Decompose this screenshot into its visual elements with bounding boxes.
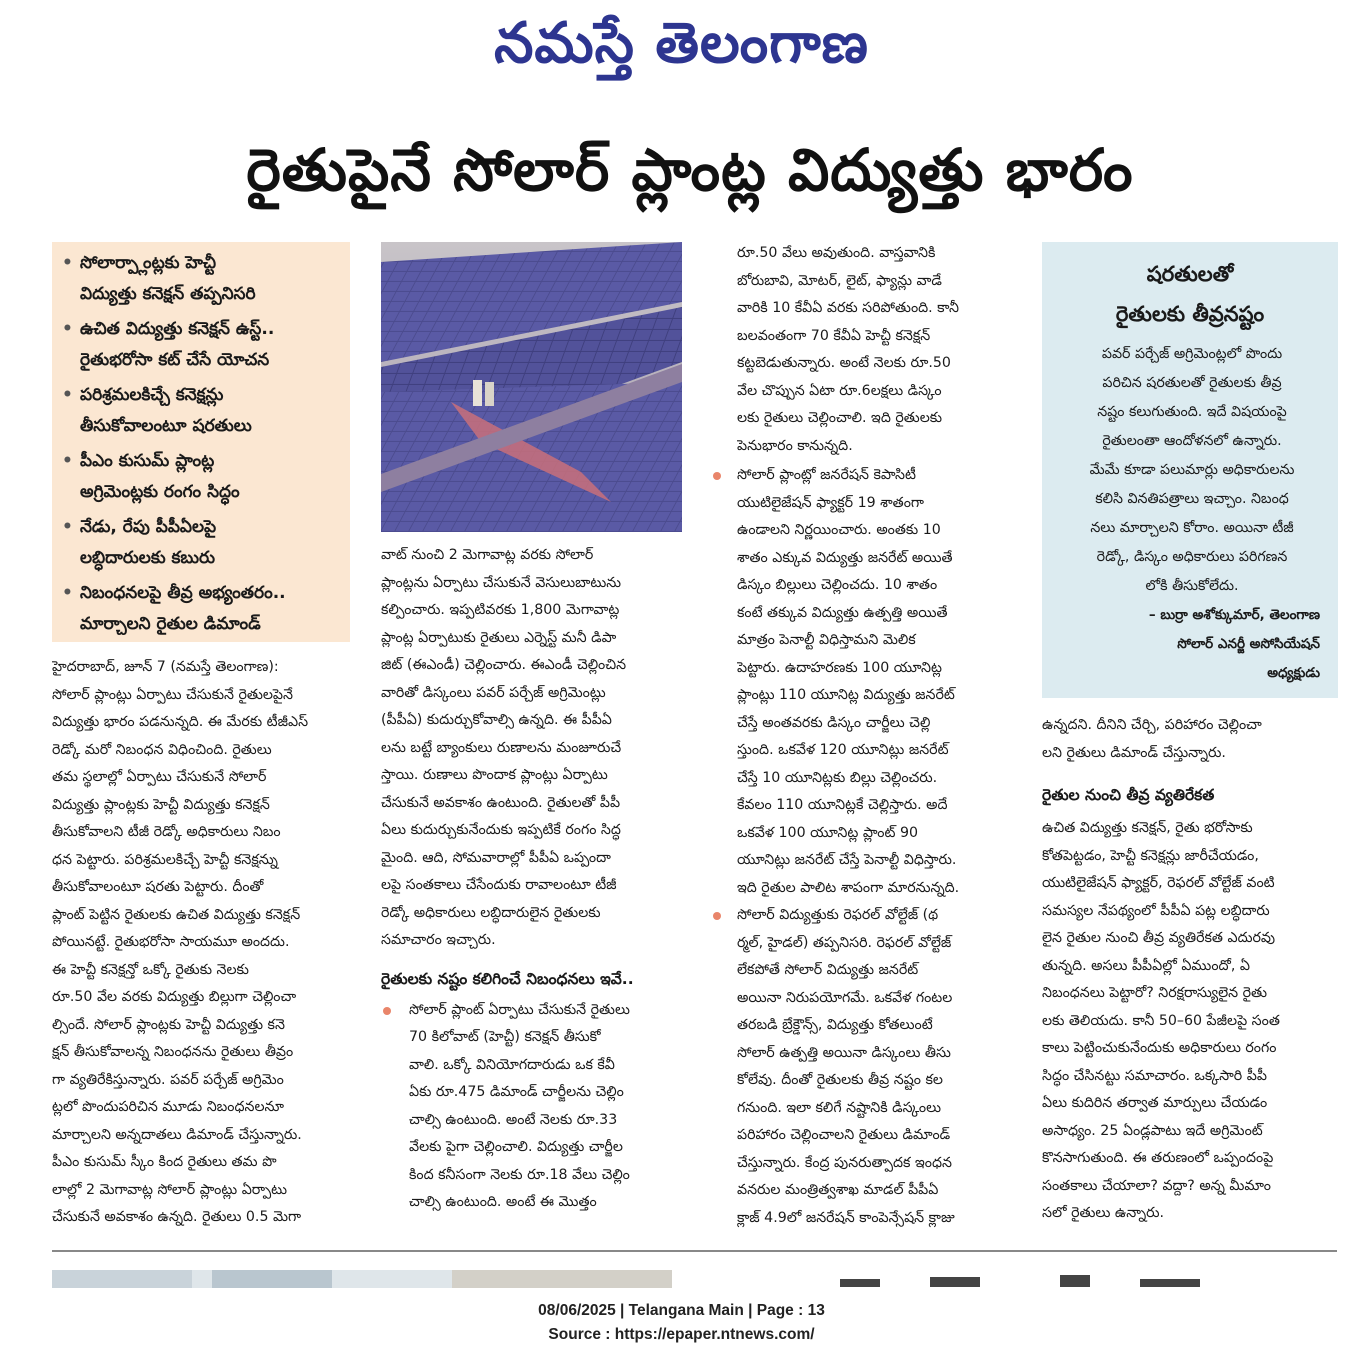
author-line: అధ్యక్షుడు bbox=[1267, 665, 1320, 681]
highlights-box bbox=[52, 242, 350, 642]
highlight-line: నేడు, రేపు పీపీఏలపై bbox=[80, 517, 217, 537]
text-line: ధన పెట్టారు. పరిశ్రమలకిచ్చే హెచ్టీ కనెక్షన్ను bbox=[52, 851, 278, 868]
text-line: కేవలం 110 యూనిట్లకే చెల్లిస్తారు. అదే bbox=[737, 797, 948, 813]
text-line: లైన రైతుల నుంచి తీవ్ర వ్యతిరేకత ఎదురవు bbox=[1042, 930, 1276, 946]
highlight-line: సోలార్ప్లాంట్లకు హెచ్టీ bbox=[80, 253, 217, 273]
text-line: పరిహారం చెల్లించాలని రైతులు డిమాండ్ bbox=[737, 1127, 951, 1143]
article-column-3 bbox=[737, 240, 1012, 1232]
footer-source: Source : https://epaper.ntnews.com/ bbox=[548, 1326, 815, 1343]
text-line: పోయినట్టే. రైతుభరోసా సాయమూ అందదు. bbox=[52, 934, 290, 950]
text-line: లపై సంతకాలు చేసేందుకు రావాలంటూ టీజీ bbox=[381, 877, 617, 893]
text-line: కట్టబెడుతున్నారు. అంటే నెలకు రూ.50 bbox=[737, 355, 951, 371]
bullet-icon: • bbox=[62, 451, 73, 471]
bullet-icon: • bbox=[62, 319, 73, 339]
text-line: తరబడి బ్రేక్డౌన్స్, విద్యుత్తు కోతలుంటే bbox=[737, 1017, 933, 1033]
bullet-icon: • bbox=[62, 253, 73, 273]
text-line: (పీపీఏ) కుదుర్చుకోవాల్సి ఉన్నది. ఈ పీపీఏ bbox=[381, 712, 612, 728]
bottom-divider bbox=[52, 1250, 1337, 1252]
article-column-4 bbox=[1042, 712, 1338, 1228]
solar-panel-photo bbox=[381, 242, 682, 532]
highlight-line: ఉచిత విద్యుత్తు కనెక్షన్ ఉస్ట్.. bbox=[80, 319, 275, 339]
text-line: ఏలు కుదిరిన తర్వాత మార్పులు చేయడం bbox=[1042, 1095, 1268, 1111]
text-line: స్తుంది. ఒకవేళ 120 యూనిట్లు జనరేట్ bbox=[737, 742, 949, 758]
bullet-dot bbox=[713, 472, 721, 480]
text-line: పీఎం కుసుమ్ స్కీం కింద రైతులు తమ పొ bbox=[52, 1154, 277, 1170]
text-line: చేసుకునే అవకాశం ఉంటుంది. రైతులతో పీపీ bbox=[381, 794, 621, 811]
next-article-headline-strip bbox=[820, 1272, 1340, 1286]
highlight-line: లబ్ధిదారులకు కబురు bbox=[80, 548, 215, 568]
highlight-item bbox=[62, 578, 350, 640]
text-line: సోలార్ ప్లాంట్లు ఏర్పాటు చేసుకునే రైతులపైనే bbox=[52, 686, 293, 703]
text-line: తీసుకోవాలంటూ షరతు పెట్టారు. దీంతో bbox=[52, 879, 264, 895]
highlight-line: తీసుకోవాలంటూ షరతులు bbox=[80, 416, 252, 436]
text-line: కింద కనీసంగా నెలకు రూ.18 వేలు చెల్లిం bbox=[409, 1166, 630, 1183]
highlight-line: మార్చాలని రైతుల డిమాండ్ bbox=[80, 614, 261, 634]
masthead: నమస్తే తెలంగాణ bbox=[494, 11, 869, 76]
text-line: గా వ్యతిరేకిస్తున్నారు. పవర్ పర్చేజ్ అగ్రిమెం bbox=[52, 1071, 284, 1088]
text-line: కోలేవు. దీంతో రైతులకు తీవ్ర నష్టం కల bbox=[737, 1072, 943, 1088]
highlight-line: నిబంధనలపై తీవ్ర అభ్యంతరం.. bbox=[80, 583, 286, 603]
text-line: మార్చాలని అన్నదాతలు డిమాండ్ చేస్తున్నారు. bbox=[52, 1126, 302, 1143]
sidebar-title-line: రైతులకు తీవ్రనష్టం bbox=[1115, 302, 1265, 326]
author-line: సోలార్ ఎనర్జీ అసోసియేషన్ bbox=[1177, 636, 1320, 652]
author-line: – బుర్రా అశోక్కుమార్, తెలంగాణ bbox=[1148, 607, 1320, 623]
text-line: కల్పించారు. ఇప్పటివరకు 1,800 మెగావాట్ల bbox=[381, 602, 620, 618]
text-line: అసాధ్యం. 25 ఏండ్లపాటు ఇదే అగ్రిమెంట్ bbox=[1042, 1122, 1263, 1139]
text-line: నిబంధనలు పెట్టారో? నిరక్షరాస్యులైన రైతు bbox=[1042, 985, 1268, 1001]
text-line: తున్నది. అసలు పీపీఏల్లో ఏముందో, ఏ bbox=[1042, 957, 1250, 974]
text-line: లోకి తీసుకోలేదు. bbox=[1145, 578, 1239, 594]
article-column-1 bbox=[52, 654, 352, 1232]
text-line: ప్లాంట్లను ఏర్పాటు చేసుకునే వెసులుబాటును bbox=[381, 574, 622, 591]
text-line: గనుంది. ఇలా కలిగే నష్టానికి డిస్కంలు bbox=[737, 1099, 942, 1116]
text-line: సోలార్ ఉత్పత్తి అయినా డిస్కంలు తీసు bbox=[737, 1044, 951, 1061]
text-line: ఉచిత విద్యుత్తు కనెక్షన్, రైతు భరోసాకు bbox=[1042, 820, 1253, 836]
text-line: నష్టం కలుగుతుంది. ఇదే విషయంపై bbox=[1097, 404, 1287, 420]
text-line: కాలు పెట్టించుకునేందుకు అధికారులు రంగం bbox=[1042, 1040, 1277, 1056]
text-line: సంతకాలు చేయాలా? వద్దా? అన్న మీమాం bbox=[1042, 1177, 1271, 1194]
highlight-line: పరిశ్రమలకిచ్చే కనెక్షన్లు bbox=[80, 385, 224, 405]
bullet-icon: • bbox=[62, 583, 73, 603]
text-line: సోలార్ ప్లాంట్లో జనరేషన్ కెపాసిటీ bbox=[737, 467, 916, 483]
text-line: చేస్తే అంతవరకు డిస్కం చార్జీలు చెల్లి bbox=[737, 714, 931, 731]
text-line: విద్యుత్తు భారం పడనున్నది. ఈ మేరకు టీజీఎస్ bbox=[52, 714, 309, 730]
bullet-icon: • bbox=[62, 385, 73, 405]
highlight-line: విద్యుత్తు కనెక్షన్ తప్పనిసరి bbox=[80, 284, 256, 304]
sidebar-title bbox=[1042, 254, 1338, 334]
text-line: ప్లాంట్లు 110 యూనిట్ల విద్యుత్తు జనరేట్ bbox=[737, 687, 955, 703]
text-line: సమస్యల నేపథ్యంలో పీపీఏ పట్ల లబ్ధిదారు bbox=[1042, 902, 1270, 919]
highlight-item bbox=[62, 248, 350, 310]
text-line: ప్లాంట్ పెట్టిన రైతులకు ఉచిత విద్యుత్తు కనెక్షన్ bbox=[52, 906, 301, 923]
text-line: 70 కిలోవాట్ (హెచ్టీ) కనెక్షన్ తీసుకో bbox=[409, 1029, 601, 1045]
highlight-item bbox=[62, 446, 350, 508]
text-line: డిస్కం బిల్లులు చెల్లించదు. 10 శాతం bbox=[737, 577, 938, 593]
text-line: స్తాయి. రుణాలు పొందాక ప్లాంట్లు ఏర్పాటు bbox=[381, 767, 608, 783]
highlight-line: అగ్రిమెంట్లకు రంగం సిద్ధం bbox=[80, 482, 240, 502]
text-line: నలు మార్చాలని కోరాం. అయినా టీజీ bbox=[1090, 520, 1294, 536]
text-line: ఉండాలని నిర్ణయించారు. అంతకు 10 bbox=[737, 522, 941, 538]
article-column-2 bbox=[381, 542, 683, 1217]
highlight-line: పీఎం కుసుమ్ ప్లాంట్ల bbox=[80, 451, 215, 471]
text-line: కోతపెట్టడం, హెచ్టీ కనెక్షన్లు జారీచేయడం, bbox=[1042, 847, 1259, 864]
text-line: వాట్ నుంచి 2 మెగావాట్ల వరకు సోలార్ bbox=[381, 547, 594, 563]
text-line: హైదరాబాద్, జూన్ 7 (నమస్తే తెలంగాణ): bbox=[52, 659, 279, 675]
text-line: రెడ్కో మరో నిబంధన విధించింది. రైతులు bbox=[52, 741, 272, 758]
text-line: లని రైతులు డిమాండ్ చేస్తున్నారు. bbox=[1042, 744, 1226, 761]
text-line: జిట్ (ఈఎండీ) చెల్లించారు. ఈఎండీ చెల్లించిన bbox=[381, 657, 627, 673]
text-line: యుటిలైజేషన్ ఫ్యాక్టర్ 19 శాతంగా bbox=[737, 494, 924, 511]
next-article-photo-strip bbox=[52, 1270, 672, 1288]
text-line: ర్మల్, హైడల్) తప్పనిసరి. రెఫరల్ వోల్టేజ్ bbox=[737, 934, 952, 951]
text-line: సోలార్ ప్లాంట్ ఏర్పాటు చేసుకునే రైతులు bbox=[409, 1001, 630, 1018]
text-line: వనరుల మంత్రిత్వశాఖ మాడల్ పీపీఏ bbox=[737, 1182, 939, 1198]
text-line: తమ స్థలాల్లో ఏర్పాటు చేసుకునే సోలార్ bbox=[52, 769, 267, 785]
text-line: తీసుకోవాలని టీజీ రెడ్కో అధికారులు నిబం bbox=[52, 824, 281, 840]
text-line: పెట్టారు. ఉదాహరణకు 100 యూనిట్ల bbox=[737, 659, 942, 676]
subhead-conditions: రైతులకు నష్టం కలిగించే నిబంధనలు ఇవే.. bbox=[381, 969, 634, 988]
text-line: ఇది రైతుల పాలిట శాపంగా మారనున్నది. bbox=[737, 879, 960, 896]
text-line: ట్లలో పొందుపరిచిన మూడు నిబంధనలనూ bbox=[52, 1099, 284, 1115]
bullet-dot bbox=[713, 912, 721, 920]
highlight-item bbox=[62, 314, 350, 376]
headline: రైతుపైనే సోలార్ ప్లాంట్ల విద్యుత్తు భారం bbox=[246, 136, 1134, 204]
text-line: కంటే తక్కువ విద్యుత్తు ఉత్పత్తి అయితే bbox=[737, 604, 948, 621]
text-line: పవర్ పర్చేజ్ అగ్రిమెంట్లలో పొందు bbox=[1101, 346, 1283, 362]
text-line: అయినా నిరుపయోగమే. ఒకవేళ గంటల bbox=[737, 989, 953, 1006]
text-line: ఒకవేళ 100 యూనిట్ల ప్లాంట్ 90 bbox=[737, 824, 918, 841]
text-line: పెనుభారం కానున్నది. bbox=[737, 437, 853, 454]
subhead-opposition: రైతుల నుంచి తీవ్ర వ్యతిరేకత bbox=[1042, 786, 1215, 804]
text-line: ఏలు కుదుర్చుకునేందుకు ఇప్పటికే రంగం సిద్ధ bbox=[381, 822, 621, 838]
text-line: కలిసి వినతిపత్రాలు ఇచ్చాం. నిబంధ bbox=[1095, 491, 1289, 507]
sidebar-title-line: షరతులతో bbox=[1146, 262, 1234, 286]
text-line: సోలార్ విద్యుత్తుకు రెఫరల్ వోల్టేజ్ (థ bbox=[737, 907, 939, 923]
text-line: ఈ హెచ్టీ కనెక్షన్తో ఒక్కో రైతుకు నెలకు bbox=[52, 961, 249, 978]
bullet-dot bbox=[383, 1007, 391, 1015]
text-line: కొనసాగుతుంది. ఈ తరుణంలో ఒప్పందంపై bbox=[1042, 1150, 1274, 1166]
text-line: శాతం ఎక్కువ విద్యుత్తు జనరేట్ అయితే bbox=[737, 549, 953, 566]
text-line: ప్లాంట్ల ఏర్పాటుకు రైతులు ఎర్నెస్ట్ మనీ డిపా bbox=[381, 629, 617, 646]
text-line: లాల్లో 2 మెగావాట్ల సోలార్ ప్లాంట్లు ఏర్పాటు bbox=[52, 1181, 288, 1198]
text-line: రెడ్కో అధికారులు లబ్ధిదారులైన రైతులకు bbox=[381, 904, 601, 921]
text-line: మైంది. ఆది, సోమవారాల్లో పీపీఏ ఒప్పందా bbox=[381, 849, 611, 866]
text-line: సలో రైతులు ఉన్నారు. bbox=[1042, 1205, 1164, 1221]
text-line: యూనిట్లు జనరేట్ చేస్తే పెనాల్టీ విధిస్తారు. bbox=[737, 852, 957, 868]
text-line: సమాచారం ఇచ్చారు. bbox=[381, 932, 496, 948]
text-line: పరిచిన షరతులతో రైతులకు తీవ్ర bbox=[1102, 375, 1282, 391]
text-line: వాలి. ఒక్కో వినియోగదారుడు ఒక కేవీ bbox=[409, 1056, 615, 1073]
text-line: చేస్తున్నారు. కేంద్ర పునరుత్పాదక ఇంధన bbox=[737, 1154, 952, 1171]
text-line: చాల్సి ఉంటుంది. అంటే నెలకు రూ.33 bbox=[409, 1111, 618, 1128]
text-line: చాల్సి ఉంటుంది. అంటే ఈ మొత్తం bbox=[409, 1194, 597, 1210]
text-line: లను బట్టే బ్యాంకులు రుణాలను మంజూరుచే bbox=[381, 739, 622, 756]
text-line: మాత్రం పెనాల్టీ విధిస్తామని మెలిక bbox=[737, 632, 916, 648]
text-line: క్షన్ తీసుకోవాలన్న నిబంధనను రైతులు తీవ్రం bbox=[52, 1044, 294, 1060]
text-line: ఉన్నదని. దీనిని చేర్చి, పరిహారం చెల్లించా bbox=[1042, 717, 1262, 733]
sidebar-author bbox=[1042, 601, 1338, 688]
text-line: వారికి 10 కేవీఏ వరకు సరిపోతుంది. కానీ bbox=[737, 300, 959, 316]
text-line: యుటిలైజేషన్ ఫ్యాక్టర్, రెఫరల్ వోల్టేజ్ వంటి bbox=[1042, 875, 1275, 891]
text-line: వేలకు పైగా చెల్లించాలి. విద్యుత్తు చార్జీల bbox=[409, 1139, 623, 1155]
sidebar-quote-box bbox=[1042, 242, 1338, 698]
footer-edition-info: 08/06/2025 | Telangana Main | Page : 13 bbox=[538, 1302, 825, 1319]
text-line: చేసుకునే అవకాశం ఉన్నది. రైతులు 0.5 మెగా bbox=[52, 1209, 302, 1225]
highlight-item bbox=[62, 380, 350, 442]
highlight-line: రైతుభరోసా కట్ చేసే యోచన bbox=[80, 350, 270, 370]
highlight-item bbox=[62, 512, 350, 574]
sidebar-quote-text bbox=[1042, 334, 1338, 601]
text-line: ఏకు రూ.475 డిమాండ్ చార్జీలను చెల్లిం bbox=[409, 1084, 624, 1100]
text-line: రూ.50 వేలు అవుతుంది. వాస్తవానికి bbox=[737, 245, 936, 261]
text-line: క్లాజ్ 4.9లో జనరేషన్ కాంపెన్సేషన్ క్లాజు bbox=[737, 1209, 955, 1226]
text-line: వేల చొప్పున ఏటా రూ.6లక్షలు డిస్కం bbox=[737, 382, 942, 399]
text-line: విద్యుత్తు ప్లాంట్లకు హెచ్టీ విద్యుత్తు కనెక్షన్ bbox=[52, 796, 270, 813]
text-line: బోరుబావి, మోటర్, లైట్, ఫ్యాన్లు వాడే bbox=[737, 272, 942, 289]
text-line: రూ.50 వేల వరకు విద్యుత్తు బిల్లుగా చెల్లించా bbox=[52, 989, 297, 1005]
text-line: లకు రైతులు చెల్లించాలి. ఇది రైతులకు bbox=[737, 410, 943, 426]
text-line: బలవంతంగా 70 కేవీఏ హెచ్టీ కనెక్షన్ bbox=[737, 327, 931, 344]
text-line: రెడ్కో, డిస్కం అధికారులు పరిగణన bbox=[1096, 549, 1288, 565]
bullet-icon: • bbox=[62, 517, 73, 537]
text-line: ల్సిందే. సోలార్ ప్లాంట్లకు హెచ్టీ విద్యుత్తు కనె bbox=[52, 1016, 285, 1033]
text-line: వారితో డిస్కంలు పవర్ పర్చేజ్ అగ్రిమెంట్లు bbox=[381, 684, 606, 701]
text-line: చేస్తే 10 యూనిట్లకు బిల్లు చెల్లించరు. bbox=[737, 769, 938, 786]
text-line: లకు తెలియదు. కానీ 50–60 పేజీలపై సంత bbox=[1042, 1012, 1280, 1029]
text-line: లేకపోతే సోలార్ విద్యుత్తు జనరేట్ bbox=[737, 962, 919, 978]
text-line: రైతులంతా ఆందోళనలో ఉన్నారు. bbox=[1102, 433, 1282, 449]
text-line: సిద్ధం చేసినట్టు సమాచారం. ఒక్కసారి పీపీ bbox=[1042, 1067, 1267, 1084]
text-line: మేమే కూడా పలుమార్లు అధికారులను bbox=[1089, 462, 1295, 478]
